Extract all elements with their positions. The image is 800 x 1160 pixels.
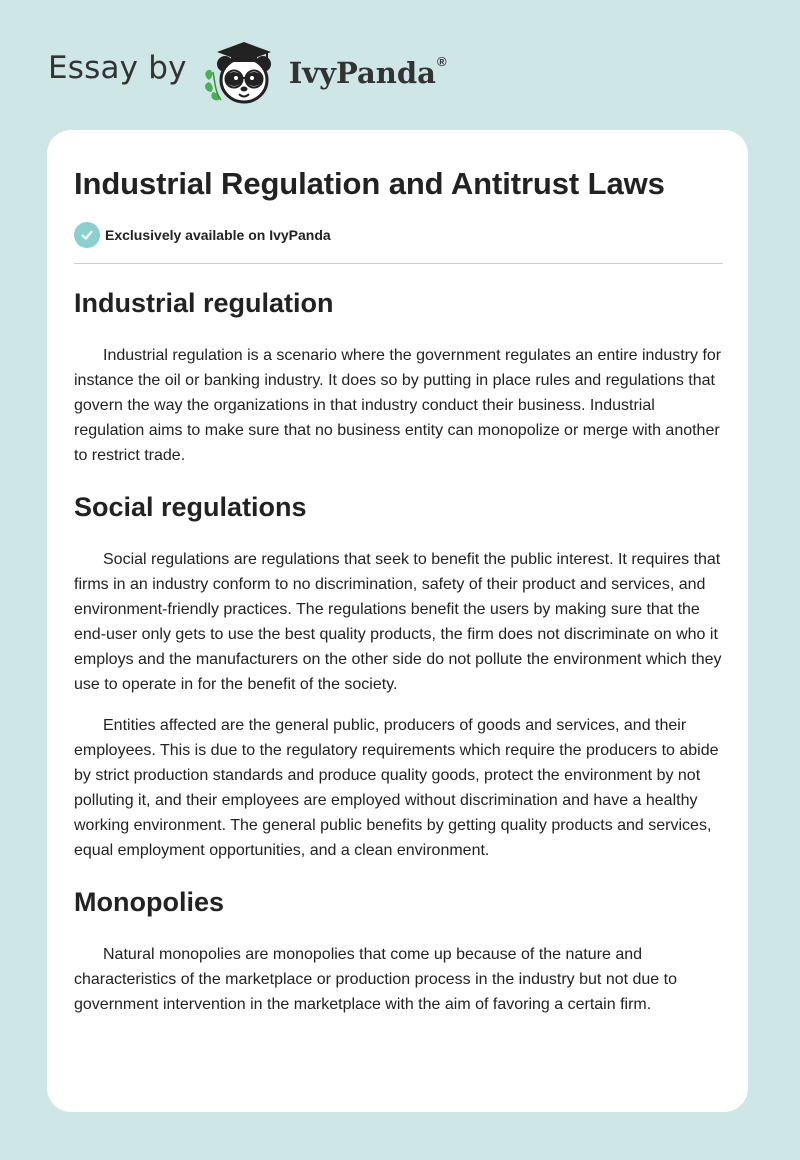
section-heading: Monopolies bbox=[74, 887, 224, 917]
site-header bbox=[48, 36, 508, 108]
paragraph: Social regulations are regulations that seek to benefit the public interest. It requires that firms in an industry conform to no discrimination, safety of their product and services, and environment-friendly practices. The regulations benefit the users by making sure that the end-user only gets to use the best quality products, the firm does not discriminate on who it employs and the manufacturers on the other side do not pollute the environment which they use to operate in for the benefit of the society. bbox=[74, 551, 722, 693]
section-heading: Industrial regulation bbox=[74, 288, 334, 318]
section-social-regulations bbox=[74, 489, 722, 863]
section-monopolies bbox=[74, 884, 722, 1017]
check-icon bbox=[74, 222, 100, 248]
section-industrial-regulation bbox=[74, 285, 722, 468]
divider bbox=[74, 263, 723, 264]
paragraph: Industrial regulation is a scenario where the government regulates an entire industry for instance the oil or banking industry. It does so by putting in place rules and regulations that govern the way the organizations in that industry conduct their business. Industrial regulation aims to make sure that no business entity can monopolize or merge with another to restrict trade. bbox=[74, 347, 722, 464]
registered-mark: ® bbox=[436, 54, 447, 69]
essay-by-label: Essay by bbox=[48, 50, 187, 86]
brand-name[interactable]: IvyPanda® bbox=[288, 54, 447, 90]
exclusive-badge bbox=[74, 221, 722, 249]
panda-graduate-icon[interactable] bbox=[201, 36, 285, 108]
article-card bbox=[47, 130, 748, 1112]
paragraph: Entities affected are the general public, producers of goods and services, and their employees. This is due to the regulatory requirements which require the producers to abide by strict production standards and produce quality goods, protect the environment by not polluting it, and their employees are employed without discrimination and have a healthy working environment. The general public benefits by getting quality products and services, equal employment opportunities, and a clean environment. bbox=[74, 717, 719, 859]
section-heading: Social regulations bbox=[74, 492, 307, 522]
exclusive-label: Exclusively available on IvyPanda bbox=[105, 227, 331, 243]
page-title: Industrial Regulation and Antitrust Laws bbox=[74, 166, 665, 201]
paragraph: Natural monopolies are monopolies that come up because of the nature and characteristics of the marketplace or production process in the industry but not due to government intervention in the marketplace with the aim of favoring a certain firm. bbox=[74, 946, 677, 1013]
